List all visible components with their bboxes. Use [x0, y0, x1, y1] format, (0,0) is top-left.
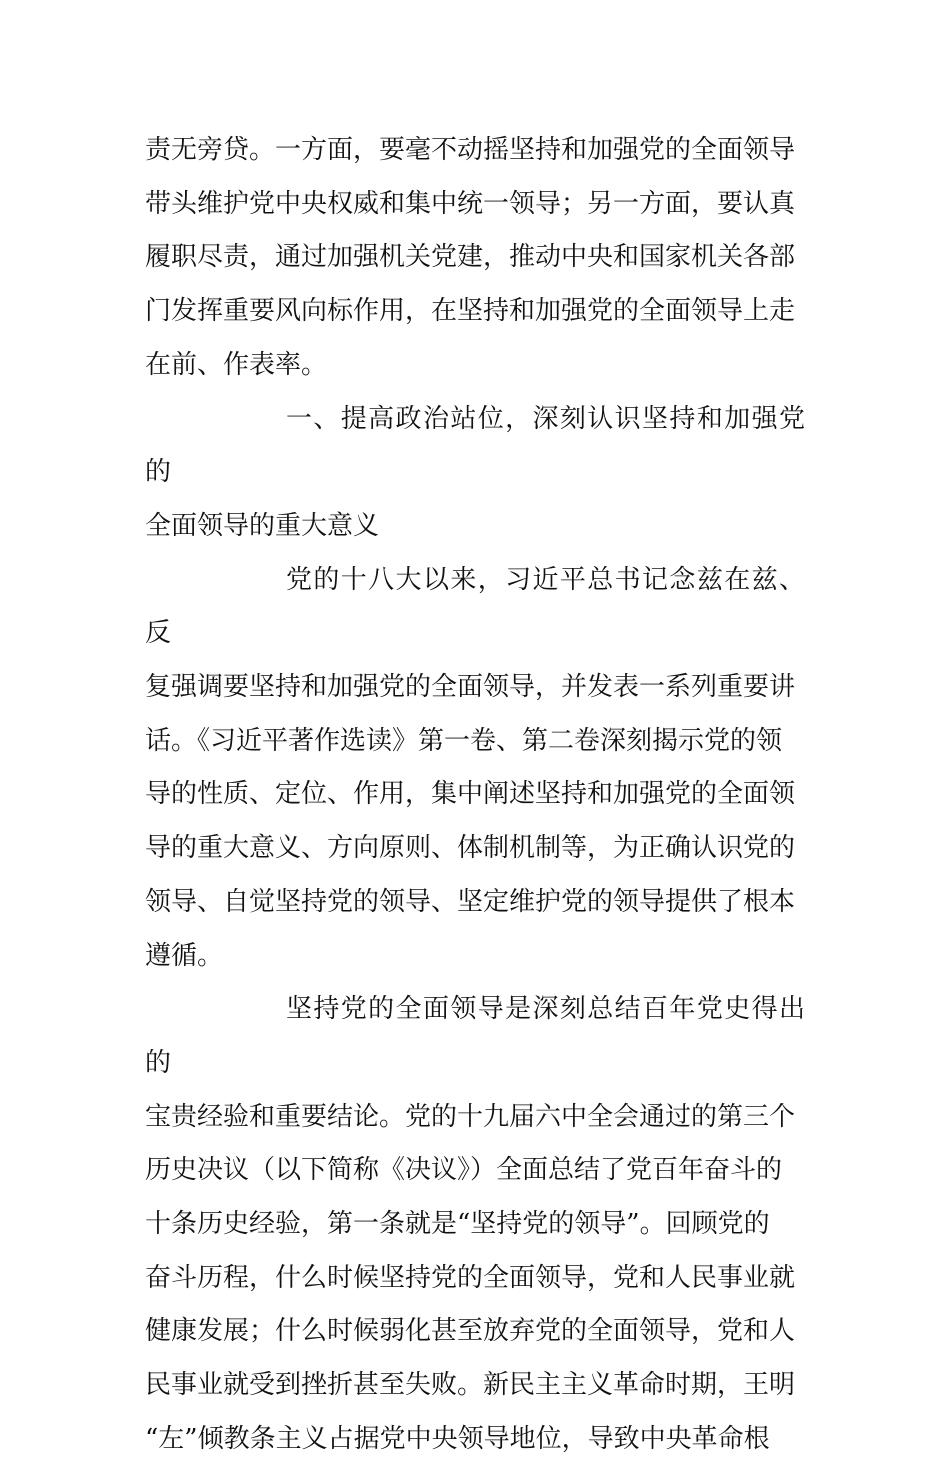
line: 责无旁贷。一方面，要毫不动摇坚持和加强党的全面领导 [145, 135, 796, 165]
line: 一、提高政治站位，深刻认识坚持和加强党的 [145, 403, 805, 488]
line: 在前、作表率。 [145, 349, 328, 380]
line: 带头维护党中央权威和集中统一领导；另一方面，要认真 [145, 188, 796, 219]
line: 全面领导的重大意义 [145, 510, 380, 541]
section-heading [145, 393, 805, 554]
line: 话。《习近平著作选读》第一卷、第二卷深刻揭示党的领 [145, 725, 783, 756]
paragraph-p2 [145, 554, 805, 984]
line: “左”倾教条主义占据党中央领导地位，导致中央革命根 [145, 1423, 770, 1454]
paragraph-p1 [145, 124, 805, 393]
line: 健康发展；什么时候弱化甚至放弃党的全面领导，党和人 [145, 1316, 796, 1347]
paragraph-p3 [145, 983, 805, 1466]
line: 遵循。 [145, 940, 224, 971]
line: 领导、自觉坚持党的领导、坚定维护党的领导提供了根本 [145, 886, 796, 917]
line: 党的十八大以来，习近平总书记念兹在兹、反 [145, 564, 805, 649]
line: 门发挥重要风向标作用，在坚持和加强党的全面领导上走 [145, 296, 796, 327]
line: 历史决议（以下简称《决议》）全面总结了党百年奋斗的 [145, 1155, 783, 1186]
line: 履职尽责，通过加强机关党建，推动中央和国家机关各部 [145, 242, 796, 273]
line: 坚持党的全面领导是深刻总结百年党史得出的 [145, 994, 805, 1078]
line: 导的性质、定位、作用，集中阐述坚持和加强党的全面领 [145, 779, 796, 810]
line: 宝贵经验和重要结论。党的十九届六中全会通过的第三个 [145, 1101, 796, 1132]
line: 十条历史经验，第一条就是“坚持党的领导”。回顾党的 [145, 1209, 770, 1240]
line: 奋斗历程，什么时候坚持党的全面领导，党和人民事业就 [145, 1262, 796, 1293]
document-body [145, 124, 805, 1467]
line: 民事业就受到挫折甚至失败。新民主主义革命时期，王明 [145, 1370, 796, 1401]
line: 导的重大意义、方向原则、体制机制等，为正确认识党的 [145, 833, 796, 864]
line: 复强调要坚持和加强党的全面领导，并发表一系列重要讲 [145, 672, 796, 703]
